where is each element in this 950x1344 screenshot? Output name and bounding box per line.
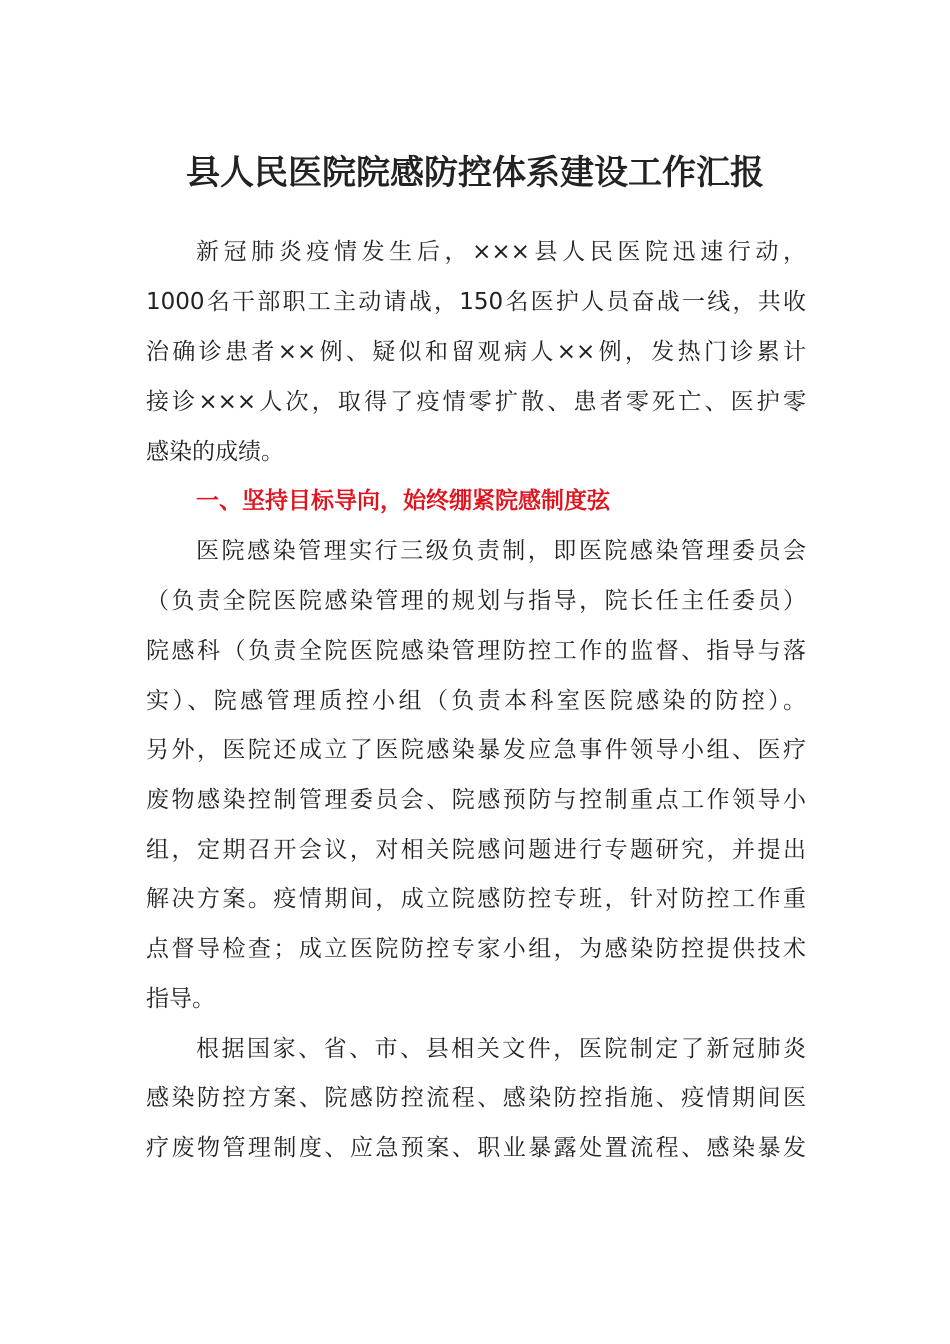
intro-line: 1000名干部职工主动请战，150名医护人员奋战一线，共收 [146,289,806,315]
paragraph-line: 废物感染控制管理委员会、院感预防与控制重点工作领导小 [146,787,806,813]
paragraph-line: 院感科（负责全院医院感染管理防控工作的监督、指导与落 [146,638,806,664]
paragraph-line: 疗废物管理制度、应急预案、职业暴露处置流程、感染暴发 [146,1135,806,1161]
paragraph-line: 组，定期召开会议，对相关院感问题进行专题研究，并提出 [146,837,806,863]
document-title: 县人民医院院感防控体系建设工作汇报 [186,153,764,193]
paragraph-line: 医院感染管理实行三级负责制，即医院感染管理委员会 [196,538,806,564]
intro-line: 感染的成绩。 [146,439,284,465]
section-heading: 一、坚持目标导向，始终绷紧院感制度弦 [196,488,610,514]
paragraph-line: 根据国家、省、市、县相关文件，医院制定了新冠肺炎 [196,1036,806,1062]
paragraph-line: 感染防控方案、院感防控流程、感染防控指施、疫情期间医 [146,1085,806,1111]
paragraph-line: 解决方案。疫情期间，成立院感防控专班，针对防控工作重 [146,886,806,912]
paragraph-line: 指导。 [146,986,215,1012]
paragraph-line: 点督导检查；成立医院防控专家小组，为感染防控提供技术 [146,936,806,962]
intro-line: 接诊×××人次，取得了疫情零扩散、患者零死亡、医护零 [146,389,806,415]
paragraph-line: 实）、院感管理质控小组（负责本科室医院感染的防控）。 [146,688,806,714]
intro-line: 治确诊患者××例、疑似和留观病人××例，发热门诊累计 [146,339,806,365]
paragraph-line: （负责全院医院感染管理的规划与指导，院长任主任委员） [146,588,806,614]
paragraph-line: 另外，医院还成立了医院感染暴发应急事件领导小组、医疗 [146,737,806,763]
intro-line: 新冠肺炎疫情发生后，×××县人民医院迅速行动， [196,239,806,265]
